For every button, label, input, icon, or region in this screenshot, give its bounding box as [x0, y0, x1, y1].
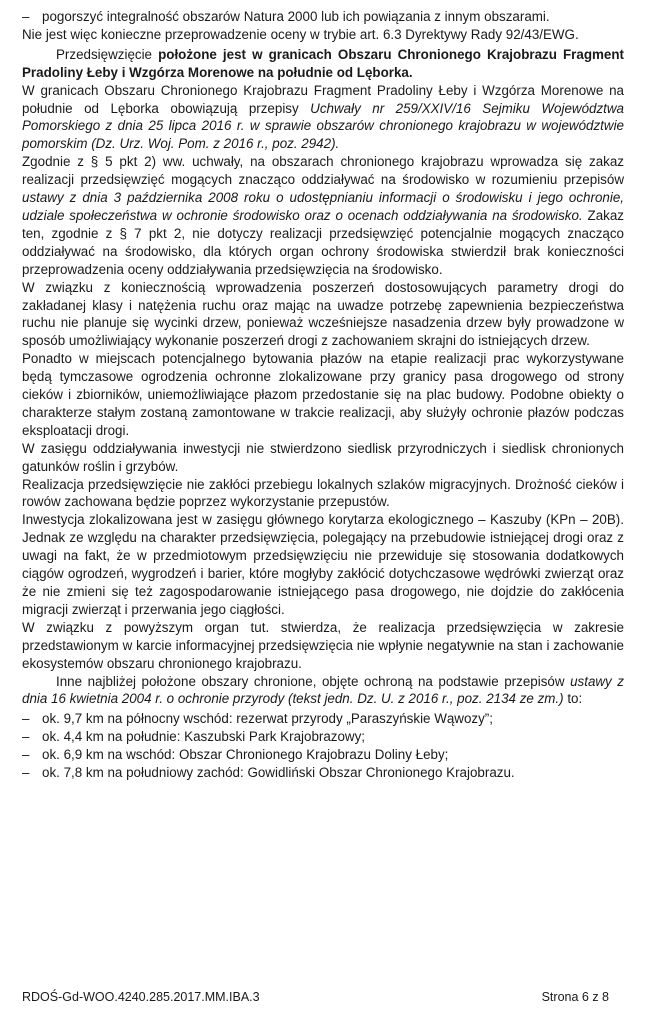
list-item — [22, 710, 624, 728]
paragraph-other-areas — [22, 673, 624, 709]
list-dash: – — [22, 747, 30, 763]
list-item-text: ok. 7,8 km na południowy zachód: Gowidliński Obszar Chronionego Krajobrazu. — [42, 765, 515, 781]
protected-areas-list — [22, 710, 624, 782]
list-dash: – — [22, 765, 30, 781]
paragraph-location — [22, 46, 624, 82]
paragraph-prohibition-tail: Zakaz ten, zgodnie z § 7 pkt 2, nie dotyczy realizacji przedsięwzięć potencjalnie mogących znacząco oddziaływać na środowisko, dla których organ ochrony środowiska stwierdził brak konieczności przeprowadzenia oceny oddziaływania przedsięwzięcia na środowisko. — [22, 207, 624, 277]
list-item — [22, 8, 624, 26]
paragraph-location-bold: położone jest w granicach Obszaru Chronionego Krajobrazu Fragment Pradoliny Łeby i Wzgórza Morenowe na południe od Lęborka. — [22, 46, 624, 80]
paragraph-other-areas-citation: ustawy z dnia 16 kwietnia 2004 r. o ochronie przyrody (tekst jedn. Dz. U. z 2016 r., poz. 2134 ze zm.) — [22, 673, 624, 707]
list-item-text: ok. 9,7 km na północny wschód: rezerwat przyrody „Paraszyńskie Wąwozy”; — [42, 711, 493, 727]
list-item-text: ok. 6,9 km na wschód: Obszar Chronionego Krajobrazu Doliny Łeby; — [42, 747, 449, 763]
list-item-text: ok. 4,4 km na południe: Kaszubski Park Krajobrazowy; — [42, 729, 366, 745]
document-page — [22, 0, 624, 782]
paragraph-migration: Realizacja przedsięwzięcie nie zakłóci przebiegu lokalnych szlaków migracyjnych. Drożność cieków i rowów zachowana będzie poprzez wykorzystanie przepustów. — [22, 476, 624, 510]
paragraph-regulations — [22, 82, 624, 154]
list-item-text: pogorszyć integralność obszarów Natura 2000 lub ich powiązania z innym obszarami. — [42, 9, 550, 24]
paragraph-regulations-citation: Uchwały nr 259/XXIV/16 Sejmiku Województwa Pomorskiego z dnia 25 lipca 2016 r. w sprawie obszarów chronionego krajobrazu w województwie pomorskim (Dz. Urz. Woj. Pom. z 2016 r., poz. 2942). — [22, 100, 625, 152]
paragraph-amphibians: Ponadto w miejscach potencjalnego bytowania płazów na etapie realizacji prac wykorzystywane będą tymczasowe ogrodzenia ochronne zlokalizowane przy granicy pasa drogowego od strony cieków i zbiorników, uniemożliwiające płazom przedostanie się na plac budowy. Podobne obiekty o charakterze stałym zostaną zamontowane w trakcie realizacji, aby służyły ochronie płazów podczas eksploatacji drogi. — [22, 351, 624, 438]
paragraph-corridor: Inwestycja zlokalizowana jest w zasięgu głównego korytarza ekologicznego – Kaszuby (KPn – 20B). Jednak ze względu na charakter przedsięwzięcia, polegający na przebudowie istniejącej drogi oraz z uwagi na fakt, że w przedmiotowym przedsięwzięciu nie przewiduje się stosowania dodatkowych ciągów ogrodzeń, wygrodzeń i barier, które mogłyby zakłócić dotychczasowe wędrówki zwierząt oraz że nie zmieni się też zagospodarowanie istniejącego pasa drogowego, nie dojdzie do zakłócenia migracji zwierząt i przerwania jego ciągłości. — [22, 512, 624, 617]
paragraph-prohibition — [22, 153, 624, 278]
paragraph-conclusion: W związku z powyższym organ tut. stwierdza, że realizacja przedsięwzięcia w zakresie przedstawionym w karcie informacyjnej przedsięwzięcia nie wpłynie negatywnie na stan i zachowanie ekosystemów obszaru chronionego krajobrazu. — [22, 619, 624, 671]
list-item — [22, 764, 624, 782]
paragraph-prohibition-lead: Zgodnie z § 5 pkt 2) ww. uchwały, na obszarach chronionego krajobrazu wprowadza się zakaz realizacji przedsięwzięć mogących znacząco oddziaływać na środowisko w rozumieniu przepisów — [22, 154, 624, 188]
paragraph-location-lead: Przedsięwzięcie — [56, 46, 159, 62]
paragraph-prohibition-citation: ustawy z dnia 3 października 2008 roku o udostępnianiu informacji o środowisku i jego ochronie, udziale społeczeństwa w ochronie środowisko oraz o ocenach oddziaływania na środowisko. — [22, 190, 624, 223]
list-dash: – — [22, 711, 30, 727]
paragraph-other-areas-lead: Inne najbliżej położone obszary chronione, objęte ochroną na podstawie przepisów — [56, 673, 571, 689]
page-number: Strona 6 z 8 — [541, 990, 609, 1004]
list-dash: – — [22, 729, 30, 745]
paragraph-regulations-lead: W granicach Obszaru Chronionego Krajobrazu Fragment Pradoliny Łeby i Wzgórza Morenowe na południe od Lęborka obowiązują przepisy — [22, 82, 624, 116]
paragraph-directive: Nie jest więc konieczne przeprowadzenie oceny w trybie art. 6.3 Dyrektywy Rady 92/43/EWG. — [22, 26, 579, 42]
paragraph-trees: W związku z koniecznością wprowadzenia poszerzeń dostosowujących parametry drogi do zakładanej klasy i natężenia ruchu oraz mając na uwadze potrzebę zapewnienia bezpieczeństwa ruchu nie planuje się wycinki drzew, ponieważ wcześniejsze nasadzenia drzew były prowadzone w sposób umożliwiający wykonanie poszerzeń drogi z zachowaniem skrajni do istniejących drzew. — [22, 279, 624, 349]
list-item — [22, 746, 624, 764]
list-item — [22, 728, 624, 746]
page-footer — [22, 990, 609, 1004]
document-reference: RDOŚ-Gd-WOO.4240.285.2017.MM.IBA.3 — [22, 990, 260, 1004]
paragraph-habitats: W zasięgu oddziaływania inwestycji nie stwierdzono siedlisk przyrodniczych i siedlisk chronionych gatunków roślin i grzybów. — [22, 440, 624, 474]
paragraph-other-areas-tail: to: — [563, 691, 583, 707]
list-dash: – — [22, 9, 30, 24]
